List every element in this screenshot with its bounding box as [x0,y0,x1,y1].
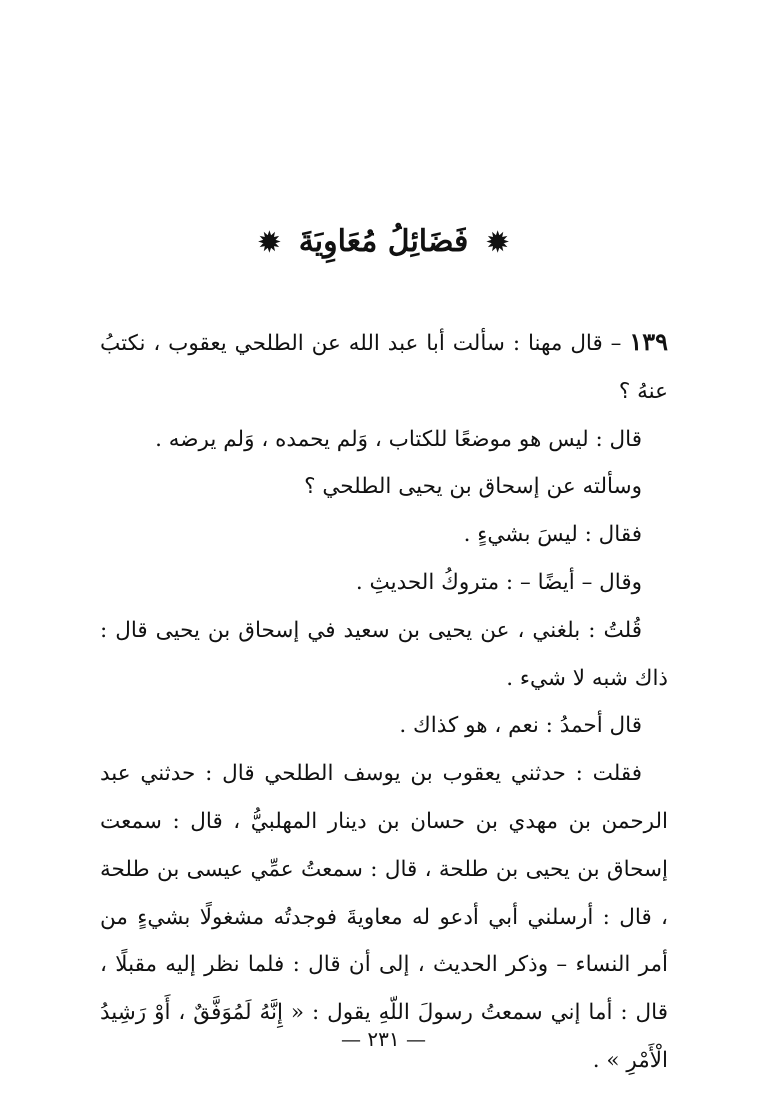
star-ornament-icon: ✹ [486,228,509,258]
entry-body [100,318,668,1085]
paragraph: فقلت : حدثني يعقوب بن يوسف الطلحي قال : حدثني عبد الرحمن بن مهدي بن حسان بن دينار المهلبيُّ ، قال : سمعت إسحاق بن يحيى بن طلحة ، قال : سمعتُ عمِّي عيسى بن طلحة ، قال : أرسلني أبي أدعو له معاويةَ فوجدتُه مشغولًا بشيءٍ من أمر النساء – وذكر الحديث ، إلى أن قال : فلما نظر إليه مقبلًا ، قال : أما إني سمعتُ رسولَ اللّهِ يقول : « إِنَّهُ لَمُوَفَّقٌ ، أَوْ رَشِيدُ الْأَمْرِ » . [100,761,668,1073]
chapter-title: فَضَائِلُ مُعَاوِيَةَ [298,224,469,259]
paragraph: قال أحمدُ : نعم ، هو كذاك . [399,713,642,739]
page-number: — ٢٣١ — [341,1027,426,1051]
paragraph: فقال : ليسَ بشيءٍ . [463,522,642,548]
paragraph: قُلتُ : بلغني ، عن يحيى بن سعيد في إسحاق بن يحيى قال : ذاك شبه لا شيء . [100,617,668,691]
chapter-heading [0,222,767,263]
star-ornament-icon: ✹ [258,228,281,258]
paragraph: وقال – أيضًا – : متروكُ الحديثِ . [355,569,642,595]
paragraph: قال : ليس هو موضعًا للكتاب ، وَلم يحمده ، وَلم يرضه . [155,426,642,452]
entry-number: ١٣٩ [629,327,668,356]
paragraph: وسألته عن إسحاق بن يحيى الطلحي ؟ [304,474,642,500]
paragraph [100,318,668,416]
paragraph-text: – قال مهنا : سألت أبا عبد الله عن الطلحي يعقوب ، نكتبُ عنهُ ؟ [100,331,668,404]
